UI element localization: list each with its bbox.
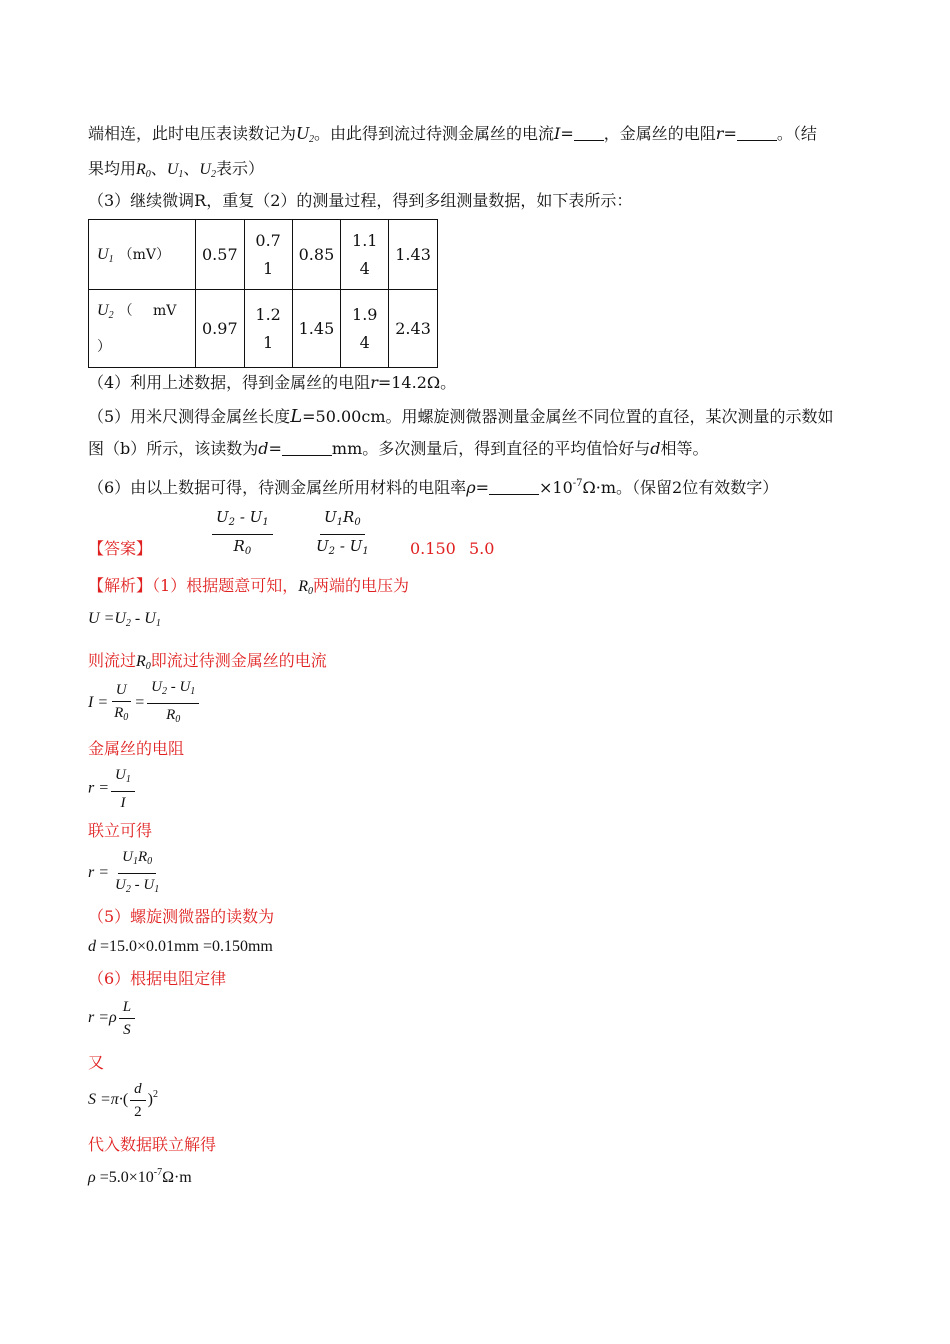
- table-cell: 0.85: [292, 220, 341, 290]
- symbol-r: r: [715, 124, 724, 143]
- q3-text: （3）继续微调R，重复（2）的测量过程，得到多组测量数据，如下表所示：: [88, 191, 633, 210]
- analysis-line7: 又: [88, 1053, 105, 1072]
- table-cell: 0.97: [196, 290, 245, 368]
- table-cell: 1.2 1: [244, 290, 292, 368]
- answer-value-2: 5.0: [469, 539, 495, 558]
- answer-frac2: $\frac{U_1R_0}{U_2 - U_1}$: [316, 508, 369, 557]
- table-cell: 2.43: [389, 290, 438, 368]
- analysis-line2: 则流过$R_0$即流过待测金属丝的电流: [88, 651, 327, 672]
- q2-line1: [88, 122, 817, 151]
- eq-I: I = $\frac{U}{R_0}$ = $\frac{U_2 - U_1}{R_0}$: [88, 678, 201, 729]
- analysis-line6: （6）根据电阻定律: [88, 969, 227, 988]
- table-cell: 1.43: [389, 220, 438, 290]
- blank-resistivity[interactable]: [489, 478, 539, 495]
- analysis-line4: 联立可得: [88, 821, 153, 840]
- eq-r2: r = $\frac{U_1R_0}{U_2 - U_1}$: [88, 849, 160, 895]
- symbol-U2: $U_2$: [296, 123, 315, 145]
- q5-line1: （5）用米尺测得金属丝长度L=50.00cm。用螺旋测微器测量金属丝不同位置的直径，某次测量的示数如: [88, 406, 834, 427]
- q6-text: （6）由以上数据可得，待测金属丝所用材料的电阻率$\rho= \times 10^{-7}\Omega\cdot m$。（保留2位有效数字）: [88, 478, 779, 497]
- eq-rho: $\rho =5.0\times 10^{-7}\Omega\cdot m$: [88, 1167, 192, 1186]
- text: =: [560, 124, 574, 143]
- row2-header: $U_2$ （ mV ）: [89, 290, 196, 368]
- text: 果均用: [88, 159, 137, 178]
- q4-text: （4）利用上述数据，得到金属丝的电阻r=14.2Ω。: [88, 373, 457, 392]
- answer-frac1: $\frac{U_2 - U_1}{R_0}$: [210, 508, 275, 561]
- symbol-I: I: [554, 124, 561, 143]
- table-cell: 1.9 4: [341, 290, 389, 368]
- text: =: [723, 124, 737, 143]
- eq-r: r = $\frac{U_1}{I}$: [88, 766, 137, 812]
- text: 端相连，此时电压表读数记为: [88, 124, 297, 143]
- table-cell: 0.7 1: [244, 220, 292, 290]
- text: ，金属丝的电阻: [603, 124, 716, 143]
- table-row: [89, 290, 438, 368]
- eq-resistance-law: r =ρ $\frac{L}{S}$: [88, 998, 137, 1039]
- text: 、: [183, 159, 200, 178]
- table-cell: 1.1 4: [341, 220, 389, 290]
- blank-resistance[interactable]: [737, 124, 777, 141]
- analysis-line1: 【解析】（1）根据题意可知，$R_0$两端的电压为: [88, 576, 409, 597]
- data-table: [88, 219, 438, 368]
- table-cell: 1.45: [292, 290, 341, 368]
- table-cell: 0.57: [196, 220, 245, 290]
- answer-label: 【答案】: [88, 539, 153, 558]
- eq-d: d =15.0×0.01mm =0.150mm: [88, 938, 273, 955]
- eq-S: S =π·( $\frac{d}{2}$ )$^2$: [88, 1081, 158, 1120]
- q5-line2: 图（b）所示，该读数为d= mm。多次测量后，得到直径的平均值恰好与d相等。: [88, 439, 709, 458]
- answer-value-1: 0.150: [410, 539, 456, 558]
- analysis-line3: 金属丝的电阻: [88, 739, 185, 758]
- blank-diameter[interactable]: [282, 439, 332, 456]
- blank-current[interactable]: [574, 124, 604, 141]
- q2-line2: [88, 158, 264, 186]
- text: 、: [150, 159, 167, 178]
- symbol-U2: $U_2$: [199, 161, 216, 180]
- symbol-U1: $U_1$: [166, 161, 184, 180]
- eq-U: $U =U_2 - U_1$: [88, 610, 161, 629]
- analysis-line5: （5）螺旋测微器的读数为: [88, 907, 275, 926]
- text: 表示）: [215, 159, 264, 178]
- table-row: [89, 220, 438, 290]
- symbol-R0: $R_0$: [136, 161, 151, 180]
- row1-header: $U_1$ （mV）: [89, 220, 196, 290]
- analysis-line8: 代入数据联立解得: [88, 1135, 217, 1154]
- text: 。（结: [776, 124, 817, 143]
- text: 。由此得到流过待测金属丝的电流: [314, 124, 555, 143]
